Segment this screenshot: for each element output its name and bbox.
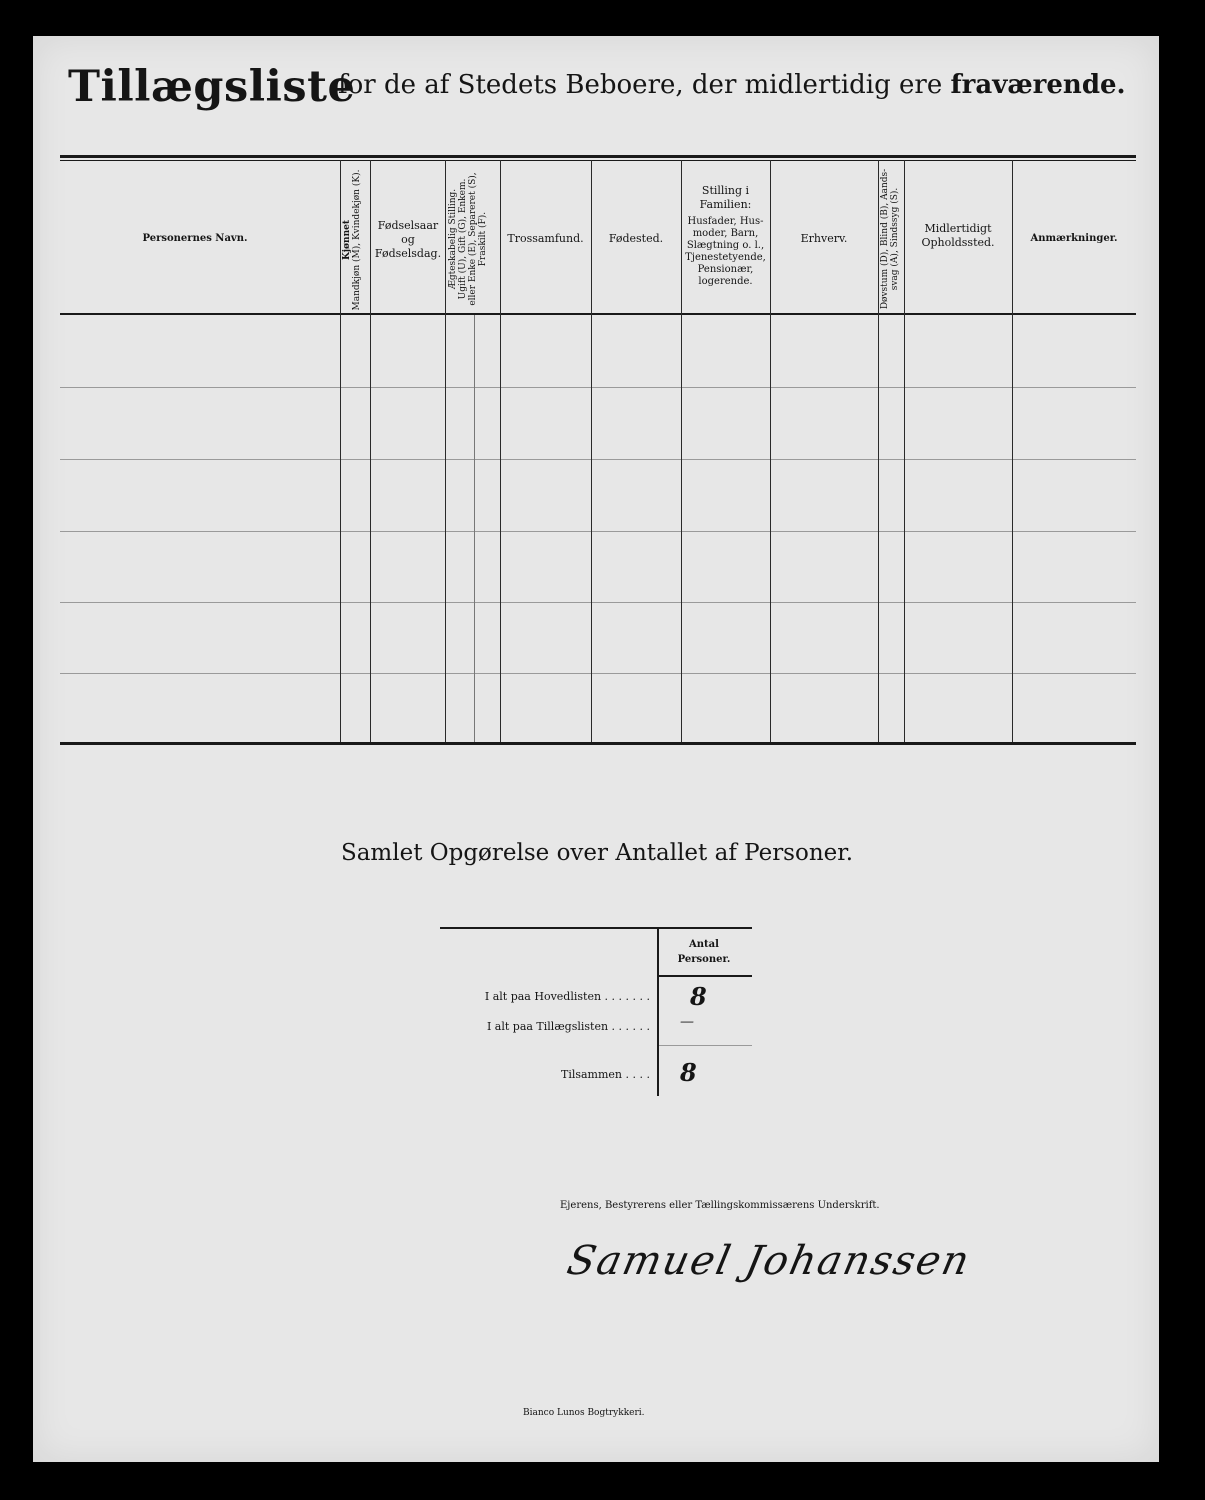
column-divider: [500, 160, 501, 742]
summary-col-header-2: Personer.: [677, 954, 731, 965]
row-line: [60, 459, 1136, 460]
aegt-line-1: Ægteskabelig Stilling.: [448, 188, 458, 290]
summary-label-tillaegslisten: I alt paa Tillægslisten . . . . . .: [486, 1020, 650, 1033]
dov-line-1: Døvstum (D), Blind (B), Aands-: [880, 168, 890, 310]
dov-line-2: svag (A), Sindssyg (S).: [890, 187, 900, 291]
fodsel-line-2: og: [401, 233, 415, 246]
summary-header-rule: [659, 975, 752, 977]
col-header-dovstum: [880, 164, 900, 314]
table-bottom-rule: [60, 742, 1136, 745]
summary-row-rule: [659, 1045, 752, 1046]
column-divider: [370, 160, 371, 742]
column-divider: [445, 160, 446, 742]
midl-line-2: Opholdssted.: [921, 236, 995, 249]
column-divider: [340, 160, 341, 742]
row-line: [60, 673, 1136, 674]
midl-line-1: Midlertidigt: [924, 222, 992, 235]
col-header-aegteskab: [448, 164, 488, 314]
column-divider: [770, 160, 771, 742]
fodsel-line-1: Fødselsaar: [377, 219, 439, 232]
table-top-rule: [60, 155, 1136, 158]
subtitle-text: for de af Stedets Beboere, der midlertidig ere: [338, 70, 943, 100]
summary-value-tilsammen: 8: [680, 1058, 697, 1087]
column-divider: [878, 160, 879, 742]
stilling-line-8: logerende.: [698, 276, 753, 287]
summary-col-header-1: Antal: [689, 939, 719, 950]
signature: Samuel Johanssen: [563, 1238, 975, 1284]
printer-imprint: Bianco Lunos Bogtrykkeri.: [523, 1408, 645, 1418]
col-header-erhverv: Erhverv.: [800, 232, 848, 245]
table-top-rule-thin: [60, 160, 1136, 161]
stilling-line-2: Familien:: [699, 198, 752, 211]
col-header-anmaerkninger: Anmærkninger.: [1030, 233, 1118, 244]
summary-divider: [657, 929, 659, 1096]
table-header-rule: [60, 313, 1136, 315]
col-header-navn: Personernes Navn.: [142, 233, 248, 244]
col-header-stilling: [681, 184, 770, 288]
row-line: [60, 602, 1136, 603]
col-header-kjonnet: [342, 164, 362, 316]
col-header-fodsel: [372, 219, 444, 261]
aegt-line-2: Ugift (U), Gift (G), Enkem.: [458, 178, 468, 300]
summary-value-hovedlisten: 8: [690, 982, 707, 1011]
fodsel-line-3: Fødselsdag.: [374, 247, 442, 260]
kjonnet-line-1: Kjønnet: [342, 219, 352, 261]
column-divider: [591, 160, 592, 742]
summary-value-tillaegslisten: —: [680, 1014, 694, 1030]
stilling-line-7: Pensionær,: [697, 264, 754, 275]
column-divider: [1012, 160, 1013, 742]
col-header-fodested: Fødested.: [608, 232, 664, 245]
stilling-line-1: Stilling i: [701, 184, 750, 197]
summary-label-tilsammen: Tilsammen . . . .: [560, 1068, 650, 1081]
summary-title: Samlet Opgørelse over Antallet af Personer.: [340, 840, 854, 866]
stilling-line-4: moder, Barn,: [692, 228, 759, 239]
form-subtitle: [338, 70, 1126, 100]
column-divider: [474, 315, 475, 742]
form-title: Tillægsliste: [68, 62, 356, 112]
stilling-line-6: Tjenestetyende,: [685, 252, 766, 263]
row-line: [60, 387, 1136, 388]
summary-col-header: [662, 937, 746, 967]
row-line: [60, 531, 1136, 532]
aegt-line-4: Fraskilt (F).: [478, 211, 488, 267]
signature-caption: Ejerens, Bestyrerens eller Tællingskommissærens Underskrift.: [560, 1200, 880, 1211]
stilling-line-5: Slægtning o. l.,: [686, 240, 765, 251]
col-header-midlertidigt: [904, 222, 1012, 250]
aegt-line-3: eller Enke (E), Separeret (S),: [468, 172, 478, 306]
col-header-trossamfund: Trossamfund.: [507, 232, 584, 245]
subtitle-emphasis: fraværende.: [950, 70, 1126, 100]
kjonnet-line-2: Mandkjøn (M), Kvindekjøn (K).: [352, 169, 362, 311]
stilling-line-3: Husfader, Hus-: [687, 216, 764, 227]
summary-top-rule: [440, 927, 752, 929]
summary-label-hovedlisten: I alt paa Hovedlisten . . . . . . .: [484, 990, 650, 1003]
